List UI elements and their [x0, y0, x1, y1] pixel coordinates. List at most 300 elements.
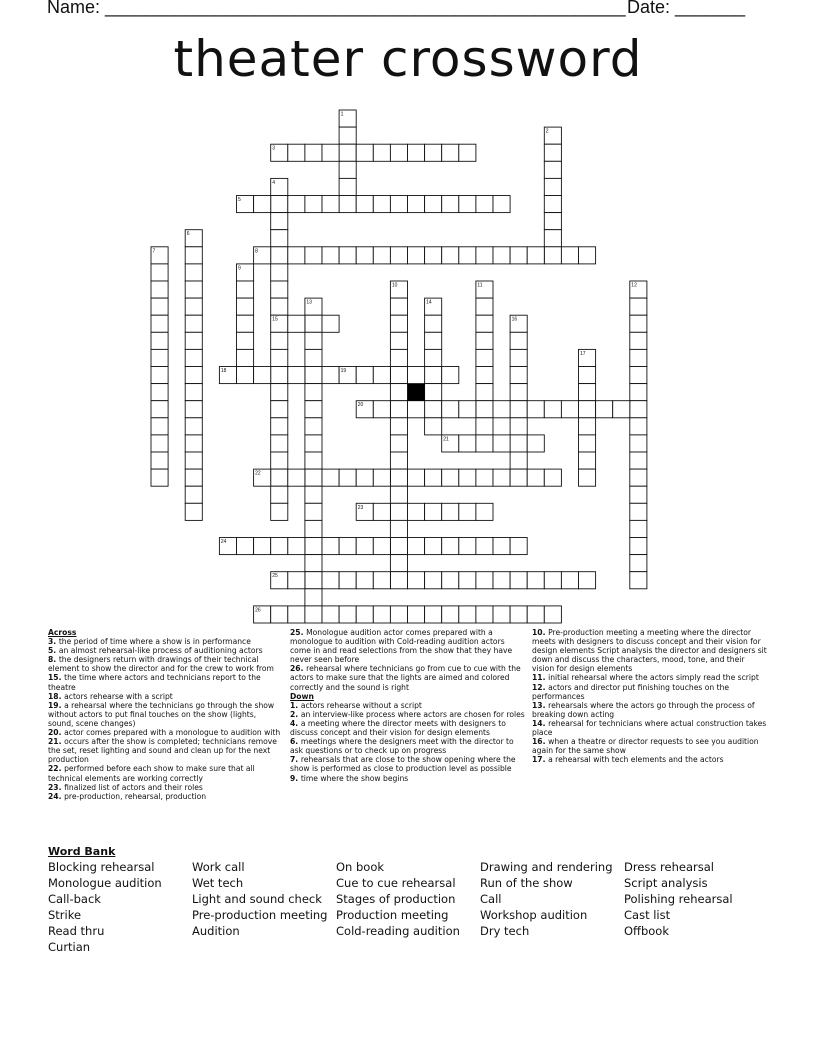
grid-cell[interactable]	[425, 332, 442, 349]
grid-cell[interactable]	[630, 452, 647, 469]
grid-cell[interactable]	[390, 401, 407, 418]
grid-cell[interactable]	[493, 606, 510, 623]
word-bank-item: Blocking rehearsal	[48, 860, 155, 874]
grid-cell[interactable]	[596, 401, 613, 418]
grid-cell[interactable]	[459, 401, 476, 418]
grid-cell[interactable]	[579, 452, 596, 469]
grid-cell[interactable]	[425, 349, 442, 366]
grid-cell[interactable]	[442, 606, 459, 623]
grid-cell[interactable]	[579, 435, 596, 452]
clue-item	[48, 792, 284, 801]
grid-cell[interactable]	[459, 606, 476, 623]
grid-cell[interactable]	[442, 469, 459, 486]
grid-cell[interactable]	[390, 486, 407, 503]
grid-cell[interactable]	[305, 452, 322, 469]
grid-cell[interactable]	[408, 196, 425, 213]
grid-cell[interactable]	[373, 196, 390, 213]
grid-cell[interactable]	[151, 452, 168, 469]
grid-cell[interactable]	[305, 401, 322, 418]
grid-cell[interactable]	[390, 572, 407, 589]
grid-cell[interactable]	[271, 469, 288, 486]
grid-cell[interactable]	[305, 144, 322, 161]
grid-cell[interactable]	[442, 247, 459, 264]
grid-cell[interactable]	[390, 367, 407, 384]
clue-number: 10	[391, 282, 398, 289]
grid-cell[interactable]	[579, 572, 596, 589]
grid-cell[interactable]	[339, 196, 356, 213]
grid-cell[interactable]	[442, 196, 459, 213]
clue-item-text: performed before each show to make sure that all technical elements are working correctly	[48, 764, 255, 783]
grid-cell[interactable]	[390, 247, 407, 264]
grid-cell[interactable]	[322, 315, 339, 332]
grid-cell[interactable]	[271, 503, 288, 520]
grid-cell[interactable]	[510, 572, 527, 589]
grid-cell[interactable]	[442, 144, 459, 161]
grid-cell[interactable]	[339, 469, 356, 486]
grid-cell[interactable]	[408, 469, 425, 486]
grid-cell[interactable]	[185, 367, 202, 384]
grid-cell[interactable]	[305, 196, 322, 213]
grid-cell[interactable]	[442, 572, 459, 589]
grid-cell[interactable]	[322, 606, 339, 623]
grid-cell[interactable]	[305, 503, 322, 520]
grid-cell[interactable]	[271, 452, 288, 469]
grid-cell[interactable]	[185, 384, 202, 401]
grid-cell[interactable]	[579, 367, 596, 384]
grid-cell[interactable]	[288, 538, 305, 555]
grid-cell[interactable]	[305, 606, 322, 623]
grid-cell[interactable]	[185, 503, 202, 520]
clue-number: 19	[340, 368, 347, 374]
grid-cell[interactable]	[237, 349, 254, 366]
grid-cell[interactable]	[185, 469, 202, 486]
grid-cell[interactable]	[510, 452, 527, 469]
grid-cell[interactable]	[185, 401, 202, 418]
grid-cell[interactable]	[271, 247, 288, 264]
grid-cell[interactable]	[544, 606, 561, 623]
grid-cell[interactable]	[425, 606, 442, 623]
grid-cell[interactable]	[425, 503, 442, 520]
grid-cell[interactable]	[476, 418, 493, 435]
grid-cell[interactable]	[493, 247, 510, 264]
grid-cell[interactable]	[305, 247, 322, 264]
grid-cell[interactable]	[151, 469, 168, 486]
clue-item-number: 3.	[48, 637, 59, 647]
grid-cell[interactable]	[630, 572, 647, 589]
grid-cell[interactable]	[442, 401, 459, 418]
grid-cell[interactable]	[630, 367, 647, 384]
grid-cell[interactable]	[527, 606, 544, 623]
grid-cell[interactable]	[476, 503, 493, 520]
grid-cell[interactable]	[510, 469, 527, 486]
grid-cell[interactable]	[510, 401, 527, 418]
grid-cell[interactable]	[613, 401, 630, 418]
grid-cell[interactable]	[237, 367, 254, 384]
grid-cell[interactable]	[151, 418, 168, 435]
grid-cell[interactable]	[493, 435, 510, 452]
grid-cell[interactable]	[630, 435, 647, 452]
grid-cell[interactable]	[544, 178, 561, 195]
grid-cell[interactable]	[476, 196, 493, 213]
grid-cell[interactable]	[476, 298, 493, 315]
grid-cell[interactable]	[271, 538, 288, 555]
grid-cell[interactable]	[493, 572, 510, 589]
grid-cell[interactable]	[151, 401, 168, 418]
grid-cell[interactable]	[356, 606, 373, 623]
grid-cell[interactable]	[408, 538, 425, 555]
grid-cell[interactable]	[408, 572, 425, 589]
clue-item-text: rehearsals where the actors go through the process of breaking down acting	[532, 700, 755, 719]
grid-cell[interactable]	[476, 469, 493, 486]
grid-cell[interactable]	[390, 349, 407, 366]
grid-cell[interactable]	[271, 264, 288, 281]
grid-cell[interactable]	[630, 384, 647, 401]
grid-cell[interactable]	[305, 555, 322, 572]
grid-cell[interactable]	[579, 384, 596, 401]
grid-cell[interactable]	[271, 606, 288, 623]
grid-cell[interactable]	[288, 606, 305, 623]
clues-column-1	[48, 628, 284, 801]
grid-cell[interactable]	[544, 196, 561, 213]
clue-item	[48, 637, 284, 646]
word-bank-item: Call	[480, 892, 502, 906]
grid-cell[interactable]	[305, 520, 322, 537]
grid-cell[interactable]	[271, 196, 288, 213]
grid-cell[interactable]	[527, 469, 544, 486]
grid-cell[interactable]	[630, 486, 647, 503]
grid-cell[interactable]	[271, 486, 288, 503]
grid-cell[interactable]	[476, 401, 493, 418]
grid-cell[interactable]	[527, 572, 544, 589]
grid-cell[interactable]	[476, 247, 493, 264]
grid-cell[interactable]	[425, 384, 442, 401]
grid-cell[interactable]	[151, 264, 168, 281]
grid-cell[interactable]	[561, 401, 578, 418]
grid-cell[interactable]	[373, 572, 390, 589]
grid-cell[interactable]	[288, 572, 305, 589]
grid-cell[interactable]	[151, 435, 168, 452]
grid-cell[interactable]	[322, 144, 339, 161]
grid-cell[interactable]	[425, 401, 442, 418]
grid-cell[interactable]	[442, 538, 459, 555]
grid-cell[interactable]	[288, 315, 305, 332]
grid-cell[interactable]	[630, 349, 647, 366]
grid-cell[interactable]	[151, 315, 168, 332]
grid-cell[interactable]	[305, 572, 322, 589]
grid-cell[interactable]	[544, 161, 561, 178]
grid-cell[interactable]	[544, 144, 561, 161]
grid-cell[interactable]	[356, 572, 373, 589]
grid-cell[interactable]	[185, 298, 202, 315]
grid-cell[interactable]	[493, 401, 510, 418]
grid-cell[interactable]	[151, 384, 168, 401]
grid-cell[interactable]	[356, 538, 373, 555]
grid-cell[interactable]	[305, 589, 322, 606]
grid-cell[interactable]	[630, 555, 647, 572]
grid-cell[interactable]	[390, 144, 407, 161]
grid-cell[interactable]	[356, 196, 373, 213]
grid-cell[interactable]	[390, 332, 407, 349]
grid-cell[interactable]	[288, 469, 305, 486]
grid-cell[interactable]	[579, 401, 596, 418]
grid-cell[interactable]	[185, 418, 202, 435]
grid-cell[interactable]	[408, 367, 425, 384]
grid-cell[interactable]	[305, 435, 322, 452]
grid-cell[interactable]	[493, 469, 510, 486]
grid-cell[interactable]	[254, 196, 271, 213]
grid-cell[interactable]	[373, 367, 390, 384]
grid-cell[interactable]	[185, 349, 202, 366]
grid-cell[interactable]	[271, 367, 288, 384]
grid-cell[interactable]	[254, 367, 271, 384]
grid-cell[interactable]	[510, 538, 527, 555]
grid-cell[interactable]	[322, 196, 339, 213]
grid-cell[interactable]	[425, 469, 442, 486]
grid-cell[interactable]	[476, 367, 493, 384]
grid-cell[interactable]	[425, 247, 442, 264]
grid-cell[interactable]	[425, 144, 442, 161]
grid-cell[interactable]	[390, 418, 407, 435]
grid-cell[interactable]	[544, 230, 561, 247]
grid-cell[interactable]	[237, 298, 254, 315]
grid-cell[interactable]	[408, 606, 425, 623]
grid-cell[interactable]	[476, 384, 493, 401]
clue-item-text: actors and director put finishing touches on the performances	[532, 682, 730, 701]
grid-cell[interactable]	[544, 213, 561, 230]
word-bank-item: Monologue audition	[48, 876, 162, 890]
grid-cell[interactable]	[288, 367, 305, 384]
grid-cell[interactable]	[630, 538, 647, 555]
grid-cell[interactable]	[151, 281, 168, 298]
grid-cell[interactable]	[151, 298, 168, 315]
grid-cell[interactable]	[271, 418, 288, 435]
clue-item	[290, 628, 526, 664]
grid-cell[interactable]	[185, 452, 202, 469]
grid-cell[interactable]	[373, 469, 390, 486]
grid-cell[interactable]	[544, 572, 561, 589]
grid-cell[interactable]	[630, 332, 647, 349]
grid-cell[interactable]	[185, 264, 202, 281]
grid-cell[interactable]	[322, 538, 339, 555]
grid-cell[interactable]	[561, 247, 578, 264]
grid-cell[interactable]	[579, 469, 596, 486]
grid-cell[interactable]	[356, 469, 373, 486]
grid-cell[interactable]	[390, 555, 407, 572]
grid-cell[interactable]	[390, 606, 407, 623]
grid-cell[interactable]	[390, 538, 407, 555]
clue-item	[48, 673, 284, 691]
grid-cell[interactable]	[476, 606, 493, 623]
grid-cell[interactable]	[339, 161, 356, 178]
grid-cell[interactable]	[476, 435, 493, 452]
grid-cell[interactable]	[527, 435, 544, 452]
grid-cell[interactable]	[630, 315, 647, 332]
grid-cell[interactable]	[322, 469, 339, 486]
grid-cell[interactable]	[510, 384, 527, 401]
grid-cell[interactable]	[527, 247, 544, 264]
grid-cell[interactable]	[271, 213, 288, 230]
grid-cell[interactable]	[630, 298, 647, 315]
grid-cell[interactable]	[356, 144, 373, 161]
grid-cell[interactable]	[476, 572, 493, 589]
grid-cell[interactable]	[476, 315, 493, 332]
grid-cell[interactable]	[237, 281, 254, 298]
grid-cell[interactable]	[544, 247, 561, 264]
grid-cell[interactable]	[237, 332, 254, 349]
grid-cell[interactable]	[390, 469, 407, 486]
clues-column-2	[290, 628, 526, 783]
grid-cell[interactable]	[510, 247, 527, 264]
grid-cell[interactable]	[510, 332, 527, 349]
grid-cell[interactable]	[476, 332, 493, 349]
grid-cell[interactable]	[373, 247, 390, 264]
grid-cell[interactable]	[305, 367, 322, 384]
grid-cell[interactable]	[390, 384, 407, 401]
grid-cell[interactable]	[305, 349, 322, 366]
grid-cell[interactable]	[459, 503, 476, 520]
grid-cell[interactable]	[185, 315, 202, 332]
grid-cell[interactable]	[356, 247, 373, 264]
grid-cell[interactable]	[630, 520, 647, 537]
clue-item-number: 24.	[48, 791, 65, 801]
grid-cell[interactable]	[339, 606, 356, 623]
grid-cell[interactable]	[442, 503, 459, 520]
grid-cell[interactable]	[459, 196, 476, 213]
grid-cell[interactable]	[510, 349, 527, 366]
grid-cell[interactable]	[442, 367, 459, 384]
grid-cell[interactable]	[459, 538, 476, 555]
clue-item	[532, 737, 768, 755]
grid-cell[interactable]	[185, 486, 202, 503]
clue-item	[290, 774, 526, 783]
grid-cell[interactable]	[305, 332, 322, 349]
grid-cell[interactable]	[271, 332, 288, 349]
grid-cell[interactable]	[373, 401, 390, 418]
grid-cell[interactable]	[390, 452, 407, 469]
grid-cell[interactable]	[271, 230, 288, 247]
grid-cell[interactable]	[408, 247, 425, 264]
grid-cell[interactable]	[390, 503, 407, 520]
grid-cell[interactable]	[630, 469, 647, 486]
grid-cell[interactable]	[390, 315, 407, 332]
grid-cell[interactable]	[151, 367, 168, 384]
grid-cell[interactable]	[322, 247, 339, 264]
grid-cell[interactable]	[510, 367, 527, 384]
grid-cell[interactable]	[373, 503, 390, 520]
grid-cell[interactable]	[459, 144, 476, 161]
grid-cell[interactable]	[493, 538, 510, 555]
grid-cell[interactable]	[459, 572, 476, 589]
grid-cell[interactable]	[425, 367, 442, 384]
grid-cell[interactable]	[288, 247, 305, 264]
grid-cell[interactable]	[271, 384, 288, 401]
grid-cell[interactable]	[271, 401, 288, 418]
grid-cell[interactable]	[185, 435, 202, 452]
grid-cell[interactable]	[561, 572, 578, 589]
clue-item	[48, 692, 284, 701]
grid-cell[interactable]	[510, 435, 527, 452]
clue-item-text: a meeting where the director meets with designers to discuss concept and their vision for design elements	[290, 718, 506, 738]
grid-cell[interactable]	[630, 503, 647, 520]
grid-cell[interactable]	[185, 332, 202, 349]
grid-cell[interactable]	[271, 435, 288, 452]
grid-cell[interactable]	[151, 349, 168, 366]
grid-cell[interactable]	[305, 486, 322, 503]
grid-cell[interactable]	[339, 144, 356, 161]
clue-item	[290, 664, 526, 691]
grid-cell[interactable]	[339, 178, 356, 195]
grid-cell[interactable]	[425, 418, 442, 435]
clue-item	[48, 783, 284, 792]
grid-cell[interactable]	[305, 315, 322, 332]
grid-cell[interactable]	[544, 401, 561, 418]
grid-cell[interactable]	[527, 401, 544, 418]
grid-cell[interactable]	[237, 538, 254, 555]
grid-cell[interactable]	[339, 572, 356, 589]
grid-cell[interactable]	[305, 418, 322, 435]
grid-cell[interactable]	[476, 538, 493, 555]
grid-cell[interactable]	[373, 538, 390, 555]
grid-cell[interactable]	[254, 538, 271, 555]
grid-cell[interactable]	[271, 349, 288, 366]
grid-cell[interactable]	[630, 401, 647, 418]
grid-cell[interactable]	[288, 196, 305, 213]
grid-cell[interactable]	[579, 418, 596, 435]
grid-cell[interactable]	[459, 435, 476, 452]
grid-cell[interactable]	[356, 367, 373, 384]
grid-cell[interactable]	[408, 401, 425, 418]
grid-cell[interactable]	[305, 469, 322, 486]
grid-cell[interactable]	[425, 315, 442, 332]
grid-cell[interactable]	[305, 384, 322, 401]
grid-cell[interactable]	[185, 247, 202, 264]
grid-cell[interactable]	[510, 606, 527, 623]
grid-cell[interactable]	[322, 572, 339, 589]
grid-cell[interactable]	[322, 367, 339, 384]
grid-cell[interactable]	[425, 538, 442, 555]
grid-cell[interactable]	[425, 572, 442, 589]
grid-cell[interactable]	[339, 247, 356, 264]
grid-cell[interactable]	[373, 144, 390, 161]
grid-cell[interactable]	[305, 538, 322, 555]
grid-cell[interactable]	[237, 315, 254, 332]
grid-cell[interactable]	[459, 247, 476, 264]
grid-cell[interactable]	[390, 435, 407, 452]
grid-cell[interactable]	[476, 349, 493, 366]
grid-cell[interactable]	[493, 196, 510, 213]
grid-cell[interactable]	[151, 332, 168, 349]
grid-cell[interactable]	[459, 469, 476, 486]
grid-cell[interactable]	[373, 606, 390, 623]
grid-cell[interactable]	[408, 144, 425, 161]
grid-cell[interactable]	[630, 418, 647, 435]
grid-cell[interactable]	[185, 281, 202, 298]
grid-cell[interactable]	[408, 503, 425, 520]
grid-cell[interactable]	[288, 144, 305, 161]
grid-cell[interactable]	[339, 538, 356, 555]
grid-cell[interactable]	[425, 196, 442, 213]
grid-cell[interactable]	[579, 247, 596, 264]
clue-number: 13	[306, 299, 312, 306]
grid-cell[interactable]	[339, 127, 356, 144]
grid-cell[interactable]	[390, 196, 407, 213]
grid-cell[interactable]	[271, 298, 288, 315]
grid-cell[interactable]	[544, 469, 561, 486]
grid-cell[interactable]	[510, 418, 527, 435]
grid-cell[interactable]	[271, 281, 288, 298]
grid-cell[interactable]	[390, 520, 407, 537]
grid-cell[interactable]	[390, 298, 407, 315]
